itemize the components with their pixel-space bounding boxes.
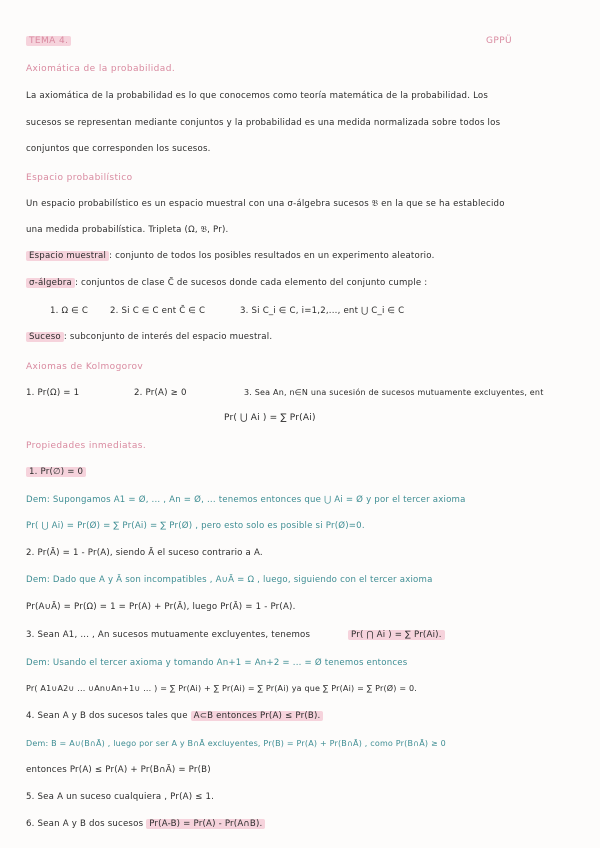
paragraph-line: Un espacio probabilístico es un espacio muestral con una σ-álgebra sucesos 𝔅 en la que se ha establecido	[26, 199, 505, 209]
section-title-propiedades: Propiedades inmediatas.	[26, 441, 147, 451]
paragraph-line: conjuntos que corresponden los sucesos.	[26, 144, 211, 154]
header-left: TEMA 4.	[26, 36, 71, 46]
property-1-highlight: 1. Pr(∅) = 0	[26, 467, 86, 477]
axiom-2: 2. Pr(A) ≥ 0	[134, 388, 187, 398]
axiom-1: 1. Pr(Ω) = 1	[26, 388, 80, 398]
definition-sigma-algebra	[26, 278, 427, 288]
proof-line: Dem: Supongamos A1 = Ø, ... , An = Ø, ... tenemos entonces que ⋃ Ai = Ø y por el tercer axioma	[26, 495, 466, 505]
condition-3: 3. Si C_i ∈ C, i=1,2,..., ent ⋃ C_i ∈ C	[240, 306, 405, 316]
proof-line: Pr( A1∪A2∪ ... ∪An∪An+1∪ ... ) = ∑ Pr(Ai) + ∑ Pr(Ai) = ∑ Pr(Ai) ya que ∑ Pr(Ai) = ∑ Pr(Ø) = 0.	[26, 684, 418, 693]
axiom-3: 3. Sea An, n∈N una sucesión de sucesos mutuamente excluyentes, ent	[244, 388, 544, 397]
property-4	[26, 711, 323, 721]
axiom-3-formula: Pr( ⋃ Ai ) = ∑ Pr(Ai)	[224, 413, 316, 423]
term-suceso: Suceso	[26, 332, 64, 342]
property-5: 5. Sea A un suceso cualquiera , Pr(A) ≤ 1.	[26, 792, 215, 802]
condition-1: 1. Ω ∈ C	[50, 306, 89, 316]
definition-espacio-muestral	[26, 251, 435, 261]
proof-line: entonces Pr(A) ≤ Pr(A) + Pr(B∩Ā) = Pr(B)	[26, 765, 211, 775]
property-4-text: 4. Sean A y B dos sucesos tales que	[26, 711, 188, 721]
definition-suceso	[26, 332, 272, 342]
property-3-highlight: Pr( ⋂ Ai ) = ∑ Pr(Ai).	[348, 630, 445, 640]
property-6	[26, 819, 265, 829]
property-3: 3. Sean A1, ... , An sucesos mutuamente excluyentes, tenemos	[26, 630, 311, 640]
paragraph-line: La axiomática de la probabilidad es lo que conocemos como teoría matemática de la probabilidad. Los	[26, 91, 489, 101]
section-title-axiomatica: Axiomática de la probabilidad.	[26, 64, 176, 74]
paragraph-line: una medida probabilística. Tripleta (Ω, 𝔅, Pr).	[26, 225, 229, 235]
section-title-espacio: Espacio probabilístico	[26, 173, 133, 183]
proof-line: Dem: Dado que A y Ā son incompatibles , A∪Ā = Ω , luego, siguiendo con el tercer axioma	[26, 575, 433, 585]
term-espacio-muestral: Espacio muestral	[26, 251, 109, 261]
term-sigma-algebra: σ-álgebra	[26, 278, 75, 288]
property-6-highlight: Pr(A-B) = Pr(A) - Pr(A∩B).	[146, 819, 265, 829]
condition-2: 2. Si C ∈ C ent C̄ ∈ C	[110, 306, 206, 316]
definition-text: : conjunto de todos los posibles resultados en un experimento aleatorio.	[109, 251, 435, 261]
proof-line: Pr(A∪Ā) = Pr(Ω) = 1 = Pr(A) + Pr(Ā), luego Pr(Ā) = 1 - Pr(A).	[26, 602, 296, 612]
proof-line: Dem: B = A∪(B∩Ā) , luego por ser A y B∩Ā excluyentes, Pr(B) = Pr(A) + Pr(B∩Ā) , como Pr(B∩Ā) ≥ 0	[26, 739, 446, 748]
property-2: 2. Pr(Ā) = 1 - Pr(A), siendo Ā el suceso contrario a A.	[26, 548, 263, 558]
section-title-axiomas: Axiomas de Kolmogorov	[26, 362, 144, 372]
property-6-text: 6. Sean A y B dos sucesos	[26, 819, 144, 829]
header-right: GPPÜ	[486, 36, 513, 46]
property-3-formula	[348, 630, 445, 640]
property-1	[26, 467, 86, 477]
proof-line: Dem: Usando el tercer axioma y tomando An+1 = An+2 = ... = Ø tenemos entonces	[26, 658, 408, 668]
definition-text: : subconjunto de interés del espacio muestral.	[63, 332, 273, 342]
paragraph-line: sucesos se representan mediante conjuntos y la probabilidad es una medida normalizada sobre todos los	[26, 118, 501, 128]
definition-text: : conjuntos de clase C̃ de sucesos donde cada elemento del conjunto cumple :	[75, 278, 428, 288]
property-4-highlight: A⊂B entonces Pr(A) ≤ Pr(B).	[191, 711, 324, 721]
proof-line: Pr( ⋃ Ai) = Pr(Ø) = ∑ Pr(Ai) = ∑ Pr(Ø) , pero esto solo es posible si Pr(Ø)=0.	[26, 521, 365, 531]
